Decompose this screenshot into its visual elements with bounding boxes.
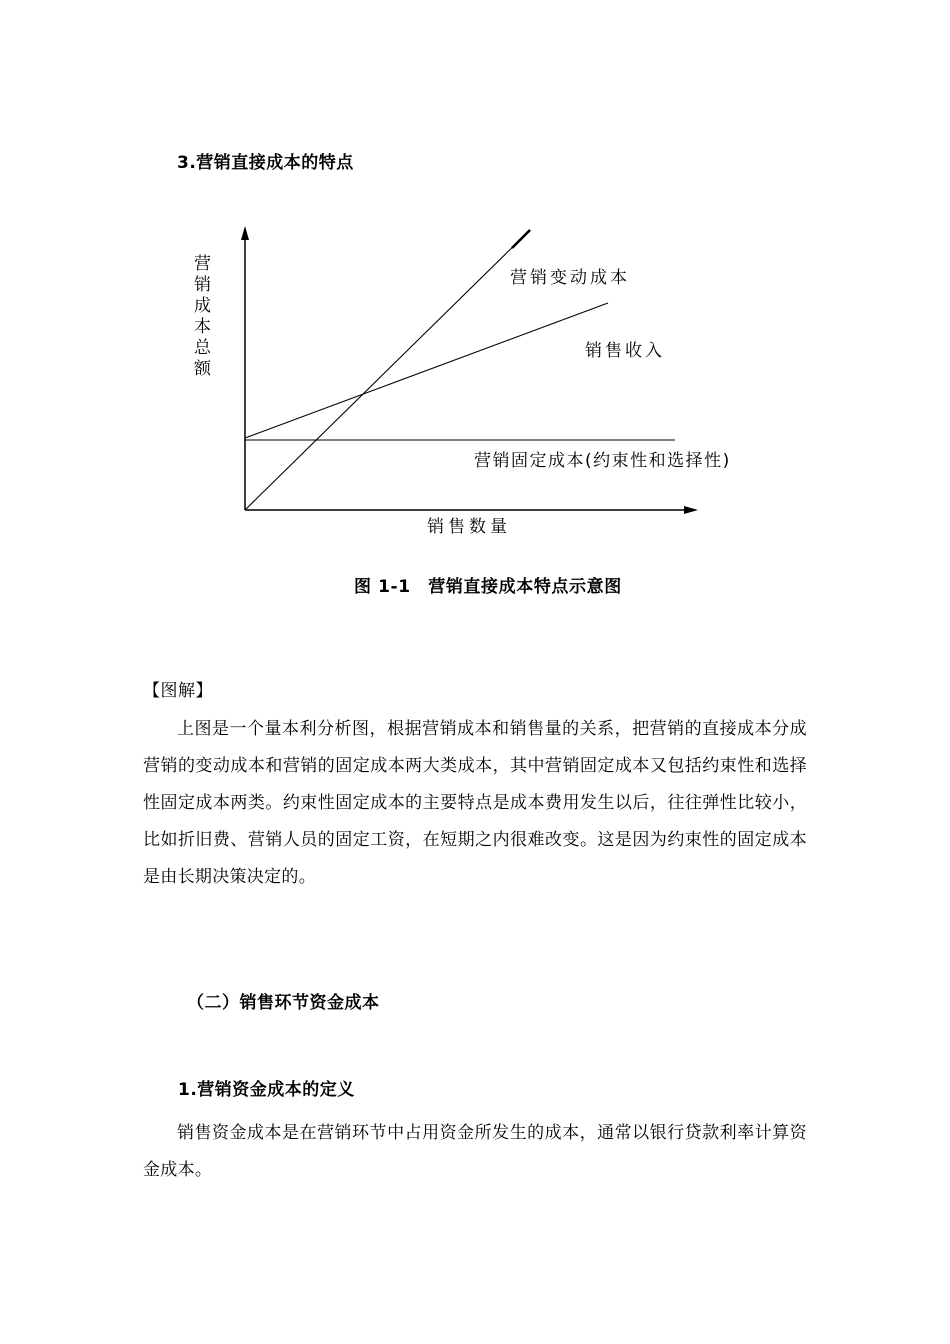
part2-heading: （二）销售环节资金成本 xyxy=(187,993,380,1013)
y-axis-label: 营销成本总额 xyxy=(190,254,210,380)
revenue-line xyxy=(245,303,608,438)
tujie-label: 【图解】 xyxy=(143,681,213,701)
y-axis-arrow xyxy=(241,226,249,240)
definition-heading: 1.营销资金成本的定义 xyxy=(178,1080,355,1100)
series-label-variable-cost: 营销变动成本 xyxy=(510,268,630,288)
variable-cost-line-tip xyxy=(512,230,530,248)
tujie-paragraph: 上图是一个量本利分析图，根据营销成本和销售量的关系，把营销的直接成本分成营销的变动成本和营销的固定成本两大类成本，其中营销固定成本又包括约束性和选择性固定成本两类。约束性固定成本的主要特点是成本费用发生以后，往往弹性比较小，比如折旧费、营销人员的固定工资，在短期之内很难改变。这是因为约束性的固定成本是由长期决策决定的。 xyxy=(143,719,807,887)
section-heading: 3.营销直接成本的特点 xyxy=(177,153,354,173)
x-axis-arrow xyxy=(684,506,698,514)
definition-paragraph: 销售资金成本是在营销环节中占用资金所发生的成本，通常以银行贷款利率计算资金成本。 xyxy=(143,1123,807,1180)
cost-chart xyxy=(0,0,950,560)
figure-caption: 图 1-1 营销直接成本特点示意图 xyxy=(354,577,622,597)
x-axis-label: 销售数量 xyxy=(427,517,511,537)
series-label-fixed-cost: 营销固定成本(约束性和选择性) xyxy=(474,451,731,471)
series-label-revenue: 销售收入 xyxy=(585,341,665,361)
